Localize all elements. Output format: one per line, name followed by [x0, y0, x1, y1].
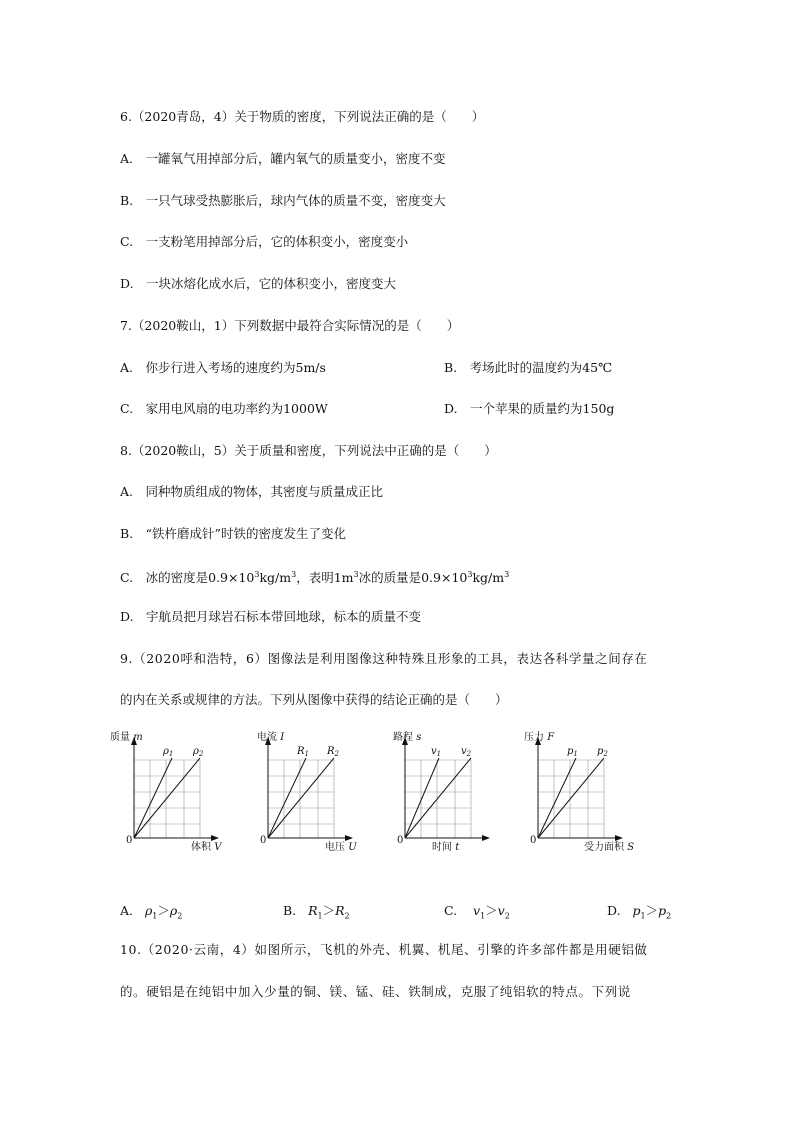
q9-option-a: [120, 901, 182, 921]
line-1-label: $R_1$: [297, 746, 309, 758]
origin-label: 0: [126, 835, 133, 846]
y-axis-label: 电流 I: [257, 732, 285, 743]
option-var-2: v: [497, 903, 505, 918]
option-sub-2: 2: [177, 911, 183, 921]
graph-mass-volume: [110, 728, 238, 858]
option-operator: ＞: [645, 903, 659, 918]
option-letter: B.: [283, 903, 297, 918]
q7-option-c: C. 家用电风扇的电功率约为1000W: [120, 401, 328, 416]
q10-stem-line-1: 10.（2020·云南，4）如图所示，飞机的外壳、机翼、机尾、引擎的许多部件都是用硬铝做: [120, 942, 648, 957]
origin-label: 0: [530, 835, 537, 846]
option-sub-2: 2: [344, 911, 350, 921]
q9-stem-line-2: 的内在关系或规律的方法。下列从图像中获得的结论正确的是（ ）: [120, 692, 508, 707]
graph-force-area-svg: [522, 728, 652, 858]
q6-option-d: D. 一块冰熔化成水后，它的体积变小，密度变大: [120, 276, 397, 291]
q8-option-b: B. “铁杵磨成针”时铁的密度发生了变化: [120, 526, 346, 541]
graph-distance-time: [389, 728, 509, 858]
option-sub-2: 2: [504, 911, 510, 921]
q9-stem-line-1: 9.（2020呼和浩特，6）图像法是利用图像这种特殊且形象的工具，表达各科学量之间存在: [120, 651, 648, 666]
q6-option-b: B. 一只气球受热膨胀后，球内气体的质量不变，密度变大: [120, 193, 446, 208]
x-axis-label: 时间 t: [432, 842, 460, 853]
q8-c-text-5: kg/m: [472, 570, 505, 586]
q9-option-c: [444, 901, 510, 921]
q9-option-b: [283, 901, 350, 921]
q8-c-sup-3: 3: [353, 570, 359, 579]
line-2: [134, 758, 200, 838]
q8-option-c: [120, 567, 509, 586]
q7-option-d: D. 一个苹果的质量约为150g: [444, 401, 615, 416]
q8-c-sup-2: 3: [291, 570, 297, 579]
line-1-label: $v_1$: [431, 746, 442, 758]
option-var-1: R: [308, 903, 318, 918]
x-axis-arrow: [345, 835, 353, 841]
q7-stem: 7.（2020鞍山，1）下列数据中最符合实际情况的是（ ）: [120, 318, 460, 333]
q8-c-sup-5: 3: [504, 570, 510, 579]
option-operator: ＞: [485, 903, 498, 918]
option-var-2: R: [335, 903, 345, 918]
origin-label: 0: [260, 835, 267, 846]
x-axis-label: 体积 V: [191, 842, 222, 853]
graph-mass-volume-svg: [110, 728, 238, 858]
x-axis-arrow: [615, 835, 623, 841]
line-2-label: $v_2$: [461, 746, 472, 758]
q6-option-c: C. 一支粉笔用掉部分后，它的体积变小，密度变小: [120, 234, 409, 249]
q8-c-text-4: 冰的质量是0.9×10: [358, 570, 468, 586]
q7-option-b: B. 考场此时的温度约为45℃: [444, 360, 613, 375]
graph-force-area: [522, 728, 652, 858]
option-letter: D.: [607, 903, 621, 918]
q8-c-text-1: C. 冰的密度是0.9×10: [120, 570, 255, 586]
line-2-label: $R_2$: [327, 746, 339, 758]
line-1-label: $p_1$: [567, 746, 578, 758]
option-letter: C.: [444, 903, 458, 918]
q8-option-a: A. 同种物质组成的物体，其密度与质量成正比: [120, 484, 384, 499]
option-sub-1: 1: [317, 911, 323, 921]
q8-c-sup-4: 3: [467, 570, 473, 579]
line-2-label: $\rho_2$: [193, 746, 204, 758]
q8-stem: 8.（2020鞍山，5）关于质量和密度，下列说法中正确的是（ ）: [120, 443, 497, 458]
q10-stem-line-2: 的。硬铝是在纯铝中加入少量的铜、镁、锰、硅、铁制成，克服了纯铝软的特点。下列说: [120, 984, 631, 999]
q8-c-sup-1: 3: [254, 570, 260, 579]
q9-option-d: [607, 901, 671, 921]
option-operator: ＞: [322, 903, 336, 918]
q6-option-a: A. 一罐氧气用掉部分后，罐内氧气的质量变小，密度不变: [120, 151, 446, 166]
line-1-label: $\rho_1$: [163, 746, 174, 758]
option-sub-1: 1: [640, 911, 646, 921]
y-axis-label: 压力 F: [524, 732, 555, 743]
option-var-2: p: [658, 903, 667, 918]
option-var-1: v: [473, 903, 481, 918]
line-2: [405, 758, 471, 838]
q8-c-text-2: kg/m: [259, 570, 292, 586]
option-sub-2: 2: [666, 911, 672, 921]
line-2: [538, 758, 604, 838]
line-2: [268, 758, 334, 838]
option-sub-1: 1: [480, 911, 486, 921]
graph-current-voltage: [252, 728, 372, 858]
line-2-label: $p_2$: [597, 746, 608, 758]
option-letter: A.: [120, 903, 134, 918]
q8-c-text-3: ，表明1m: [296, 570, 354, 586]
y-axis-label: 路程 s: [393, 732, 422, 743]
graph-current-voltage-svg: [252, 728, 372, 858]
option-var-1: p: [632, 903, 641, 918]
line-1: [405, 758, 439, 838]
q7-option-a: A. 你步行进入考场的速度约为5m/s: [120, 360, 326, 375]
y-axis-label: 质量 m: [110, 732, 143, 743]
q8-option-d: D. 宇航员把月球岩石标本带回地球，标本的质量不变: [120, 609, 422, 624]
x-axis-label: 受力面积 S: [584, 842, 635, 853]
option-var-2: ρ: [169, 903, 178, 918]
option-operator: ＞: [157, 903, 170, 918]
option-sub-1: 1: [152, 911, 158, 921]
q6-stem: 6.（2020青岛，4）关于物质的密度，下列说法正确的是（ ）: [120, 109, 485, 124]
graph-distance-time-svg: [389, 728, 509, 858]
x-axis-arrow: [211, 835, 219, 841]
line-1: [134, 758, 172, 838]
origin-label: 0: [397, 835, 404, 846]
x-axis-label: 电压 U: [325, 842, 357, 853]
option-var-1: ρ: [144, 903, 153, 918]
x-axis-arrow: [482, 835, 490, 841]
